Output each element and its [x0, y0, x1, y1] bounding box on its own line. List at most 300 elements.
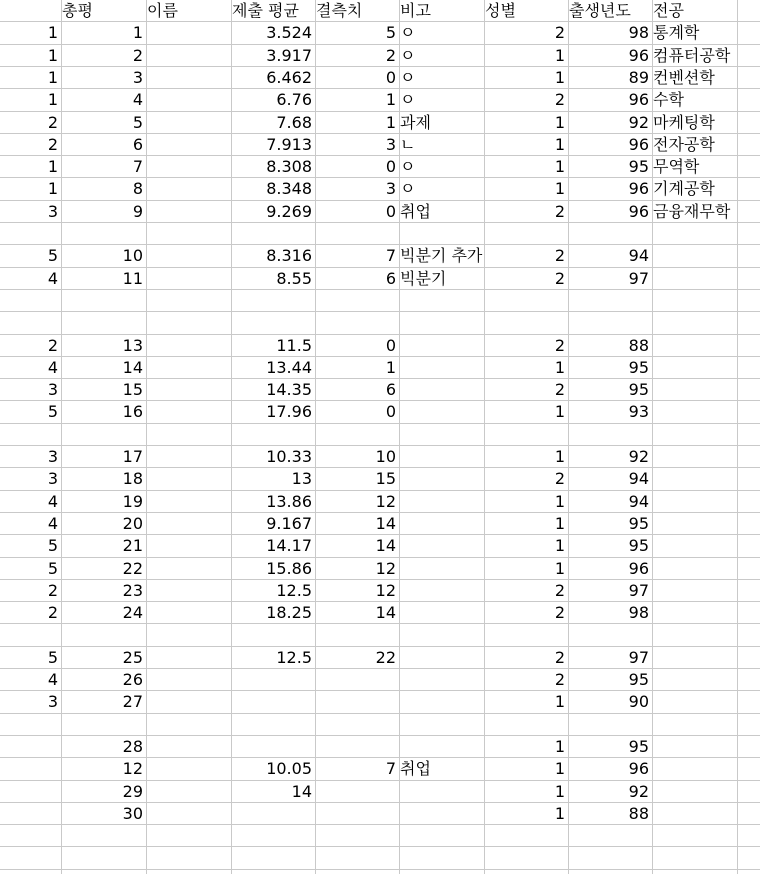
cell-col-note[interactable] — [399, 714, 484, 736]
cell-col-total[interactable]: 19 — [122, 491, 143, 511]
cell-col-major[interactable] — [652, 446, 737, 468]
cell-col-gender[interactable]: 2 — [554, 201, 565, 221]
cell-col-missing[interactable]: 2 — [385, 45, 396, 65]
cell-col-note[interactable] — [399, 357, 484, 379]
cell-col-total[interactable]: 27 — [122, 692, 143, 712]
cell-col-a[interactable]: 1 — [47, 179, 58, 199]
cell-col-birth-year[interactable]: 98 — [628, 603, 649, 623]
cell-col-a[interactable]: 3 — [47, 380, 58, 400]
cell-col-a[interactable]: 5 — [47, 647, 58, 667]
cell-col-gender[interactable] — [484, 223, 568, 245]
cell-col-a[interactable]: 5 — [47, 402, 58, 422]
cell-col-gender[interactable]: 1 — [554, 357, 565, 377]
cell-col-gender[interactable]: 1 — [554, 781, 565, 801]
cell-col-submit-avg[interactable]: 7.68 — [276, 112, 312, 132]
cell-col-gender[interactable]: 2 — [554, 603, 565, 623]
cell-col-gender[interactable]: 2 — [554, 469, 565, 489]
cell-col-submit-avg[interactable] — [231, 736, 315, 758]
cell-col-note[interactable] — [399, 736, 484, 758]
cell-col-gender[interactable] — [484, 290, 568, 312]
cell-col-total[interactable]: 24 — [122, 603, 143, 623]
cell-col-missing[interactable] — [315, 669, 399, 691]
cell-col-major[interactable]: 무역학 — [653, 157, 700, 177]
cell-col-total[interactable]: 20 — [122, 513, 143, 533]
cell-col-note[interactable] — [399, 379, 484, 401]
cell-col-major[interactable] — [652, 602, 737, 624]
cell-col-major[interactable] — [652, 758, 737, 780]
cell-col-birth-year[interactable]: 94 — [628, 469, 649, 489]
cell-col-missing[interactable]: 0 — [385, 157, 396, 177]
cell-col-a[interactable]: 3 — [47, 469, 58, 489]
cell-col-a[interactable]: 4 — [47, 670, 58, 689]
cell-col-major[interactable]: 컨벤션학 — [653, 67, 715, 87]
cell-col-gender[interactable]: 1 — [554, 45, 565, 65]
cell-col-name[interactable] — [146, 379, 231, 401]
cell-col-missing[interactable]: 1 — [385, 112, 396, 132]
cell-col-name[interactable] — [146, 825, 231, 847]
cell-col-note[interactable]: ㅇ — [400, 67, 416, 87]
cell-col-name[interactable] — [146, 513, 231, 535]
cell-col-submit-avg[interactable]: 8.316 — [266, 246, 312, 266]
cell-col-missing[interactable]: 14 — [375, 536, 396, 556]
cell-col-gender[interactable]: 2 — [554, 246, 565, 266]
cell-col-total[interactable]: 30 — [122, 803, 143, 823]
cell-col-missing[interactable] — [315, 714, 399, 736]
cell-col-submit-avg[interactable]: 11.5 — [276, 335, 312, 355]
cell-col-name[interactable] — [146, 156, 231, 178]
cell-col-birth-year[interactable]: 88 — [628, 335, 649, 355]
header-col-submit-avg[interactable]: 제출 평균 — [232, 1, 299, 20]
cell-col-name[interactable] — [146, 290, 231, 312]
cell-col-name[interactable] — [146, 468, 231, 490]
cell-col-note[interactable] — [399, 647, 484, 669]
cell-col-note[interactable] — [399, 223, 484, 245]
cell-col-major[interactable] — [652, 714, 737, 736]
cell-col-a[interactable]: 4 — [47, 491, 58, 511]
cell-col-total[interactable]: 26 — [122, 670, 143, 689]
cell-col-major[interactable] — [652, 468, 737, 490]
cell-col-name[interactable] — [146, 245, 231, 267]
cell-col-gender[interactable]: 1 — [554, 803, 565, 823]
cell-col-a[interactable] — [0, 803, 61, 825]
cell-col-missing[interactable] — [315, 691, 399, 713]
cell-col-birth-year[interactable]: 88 — [628, 803, 649, 823]
cell-col-birth-year[interactable]: 98 — [628, 23, 649, 43]
cell-col-a[interactable]: 2 — [47, 134, 58, 154]
cell-col-major[interactable] — [652, 803, 737, 825]
cell-col-birth-year[interactable]: 93 — [628, 402, 649, 422]
cell-col-note[interactable] — [399, 558, 484, 580]
cell-col-name[interactable] — [146, 67, 231, 89]
cell-col-note[interactable]: ㅇ — [400, 157, 416, 177]
cell-col-note[interactable]: 취업 — [400, 201, 431, 221]
cell-col-a[interactable] — [0, 714, 61, 736]
cell-col-missing[interactable] — [315, 290, 399, 312]
cell-col-major[interactable] — [652, 513, 737, 535]
cell-col-submit-avg[interactable] — [231, 669, 315, 691]
cell-col-missing[interactable]: 14 — [375, 513, 396, 533]
cell-col-birth-year[interactable] — [568, 424, 652, 446]
cell-col-note[interactable]: ㅇ — [400, 179, 416, 199]
cell-col-birth-year[interactable]: 92 — [628, 447, 649, 466]
cell-col-name[interactable] — [146, 558, 231, 580]
cell-col-name[interactable] — [146, 134, 231, 156]
cell-col-note[interactable] — [399, 513, 484, 535]
cell-col-birth-year[interactable]: 96 — [628, 558, 649, 578]
cell-col-gender[interactable] — [484, 847, 568, 869]
cell-col-total[interactable] — [61, 847, 146, 869]
cell-col-total[interactable] — [61, 424, 146, 446]
cell-col-note[interactable] — [399, 825, 484, 847]
cell-col-gender[interactable]: 1 — [554, 134, 565, 154]
cell-col-birth-year[interactable] — [568, 312, 652, 334]
cell-col-major[interactable] — [652, 491, 737, 513]
cell-col-submit-avg[interactable]: 8.55 — [276, 268, 312, 288]
cell-col-major[interactable] — [652, 268, 737, 290]
cell-col-major[interactable]: 수학 — [653, 90, 684, 110]
cell-col-submit-avg[interactable] — [231, 223, 315, 245]
cell-col-name[interactable] — [146, 647, 231, 669]
cell-col-gender[interactable]: 1 — [554, 67, 565, 87]
cell-col-name[interactable] — [146, 736, 231, 758]
cell-col-a[interactable] — [0, 736, 61, 758]
cell-col-missing[interactable]: 5 — [385, 23, 396, 43]
cell-col-missing[interactable]: 0 — [385, 201, 396, 221]
cell-col-missing[interactable]: 15 — [375, 469, 396, 489]
cell-col-note[interactable] — [399, 424, 484, 446]
cell-col-note[interactable] — [399, 290, 484, 312]
cell-col-missing[interactable] — [315, 312, 399, 334]
cell-col-major[interactable] — [652, 424, 737, 446]
cell-col-gender[interactable]: 1 — [554, 692, 565, 712]
cell-col-birth-year[interactable]: 96 — [628, 90, 649, 110]
cell-col-submit-avg[interactable]: 13 — [291, 469, 312, 489]
cell-col-submit-avg[interactable]: 15.86 — [266, 558, 312, 578]
cell-col-major[interactable]: 금융재무학 — [653, 201, 731, 221]
cell-col-birth-year[interactable]: 94 — [628, 246, 649, 266]
cell-col-major[interactable] — [652, 357, 737, 379]
cell-col-submit-avg[interactable]: 12.5 — [276, 647, 312, 667]
cell-col-submit-avg[interactable]: 18.25 — [266, 603, 312, 623]
cell-col-note[interactable]: 취업 — [400, 759, 431, 779]
cell-col-name[interactable] — [146, 45, 231, 67]
cell-col-name[interactable] — [146, 781, 231, 803]
cell-col-submit-avg[interactable]: 12.5 — [276, 580, 312, 600]
cell-col-major[interactable]: 마케팅학 — [653, 112, 715, 132]
cell-col-total[interactable] — [61, 825, 146, 847]
cell-col-birth-year[interactable]: 97 — [628, 647, 649, 667]
cell-col-name[interactable] — [146, 535, 231, 557]
cell-col-a[interactable]: 1 — [47, 157, 58, 177]
cell-col-a[interactable]: 3 — [47, 692, 58, 712]
cell-col-a[interactable]: 4 — [47, 268, 58, 288]
cell-col-a[interactable]: 5 — [47, 536, 58, 556]
cell-col-total[interactable]: 16 — [122, 402, 143, 422]
cell-col-birth-year[interactable]: 89 — [628, 67, 649, 87]
cell-col-name[interactable] — [146, 178, 231, 200]
cell-col-gender[interactable]: 2 — [554, 268, 565, 288]
cell-col-missing[interactable]: 7 — [385, 246, 396, 266]
header-col-missing[interactable]: 결측치 — [316, 1, 363, 20]
cell-col-birth-year[interactable]: 94 — [628, 491, 649, 511]
cell-col-major[interactable] — [652, 312, 737, 334]
cell-col-gender[interactable]: 2 — [554, 335, 565, 355]
cell-col-submit-avg[interactable]: 3.917 — [266, 45, 312, 65]
cell-col-total[interactable]: 25 — [122, 647, 143, 667]
cell-col-birth-year[interactable] — [568, 624, 652, 646]
cell-col-gender[interactable] — [484, 714, 568, 736]
cell-col-note[interactable] — [399, 580, 484, 602]
cell-col-note[interactable]: 과제 — [400, 112, 431, 132]
cell-col-submit-avg[interactable]: 14.35 — [266, 380, 312, 400]
cell-col-total[interactable]: 3 — [132, 67, 143, 87]
cell-col-submit-avg[interactable]: 13.44 — [266, 357, 312, 377]
cell-col-a[interactable]: 1 — [47, 90, 58, 110]
cell-col-a[interactable] — [0, 312, 61, 334]
cell-col-missing[interactable]: 12 — [375, 558, 396, 578]
cell-col-major[interactable] — [652, 223, 737, 245]
cell-col-birth-year[interactable]: 92 — [628, 781, 649, 801]
header-col-birth-year[interactable]: 출생년도 — [569, 1, 631, 20]
cell-col-missing[interactable]: 6 — [385, 268, 396, 288]
cell-col-major[interactable] — [652, 379, 737, 401]
cell-col-total[interactable]: 17 — [122, 447, 143, 466]
cell-col-total[interactable]: 6 — [132, 134, 143, 154]
cell-col-missing[interactable]: 0 — [385, 67, 396, 87]
cell-col-name[interactable] — [146, 89, 231, 111]
cell-col-a[interactable]: 2 — [47, 112, 58, 132]
cell-col-birth-year[interactable] — [568, 223, 652, 245]
cell-col-note[interactable] — [399, 401, 484, 423]
cell-col-a[interactable]: 4 — [47, 357, 58, 377]
cell-col-gender[interactable] — [484, 825, 568, 847]
cell-col-submit-avg[interactable] — [231, 847, 315, 869]
cell-col-name[interactable] — [146, 847, 231, 869]
cell-col-name[interactable] — [146, 424, 231, 446]
cell-col-name[interactable] — [146, 22, 231, 44]
cell-col-name[interactable] — [146, 580, 231, 602]
cell-col-missing[interactable]: 0 — [385, 335, 396, 355]
cell-col-missing[interactable] — [315, 223, 399, 245]
cell-col-a[interactable]: 2 — [47, 335, 58, 355]
header-col-a[interactable] — [0, 0, 61, 22]
cell-col-total[interactable]: 28 — [122, 736, 143, 756]
cell-col-birth-year[interactable]: 96 — [628, 134, 649, 154]
cell-col-gender[interactable]: 2 — [554, 580, 565, 600]
cell-col-major[interactable] — [652, 647, 737, 669]
cell-col-note[interactable] — [399, 491, 484, 513]
cell-col-note[interactable]: ㅇ — [400, 90, 416, 110]
cell-col-major[interactable] — [652, 624, 737, 646]
cell-col-missing[interactable]: 0 — [385, 402, 396, 422]
cell-col-a[interactable]: 2 — [47, 603, 58, 623]
cell-col-note[interactable]: 빅분기 추가 — [400, 246, 483, 266]
cell-col-note[interactable]: 빅분기 — [400, 268, 447, 288]
cell-col-missing[interactable] — [315, 803, 399, 825]
cell-col-total[interactable]: 5 — [132, 112, 143, 132]
header-col-note[interactable]: 비고 — [400, 1, 431, 20]
cell-col-birth-year[interactable] — [568, 290, 652, 312]
cell-col-major[interactable] — [652, 290, 737, 312]
cell-col-a[interactable] — [0, 758, 61, 780]
cell-col-submit-avg[interactable]: 6.76 — [276, 90, 312, 110]
cell-col-a[interactable] — [0, 424, 61, 446]
cell-col-missing[interactable]: 7 — [385, 759, 396, 779]
cell-col-birth-year[interactable]: 95 — [628, 357, 649, 377]
cell-col-gender[interactable]: 2 — [554, 670, 565, 689]
cell-col-total[interactable]: 15 — [122, 380, 143, 400]
cell-col-name[interactable] — [146, 803, 231, 825]
cell-col-submit-avg[interactable] — [231, 312, 315, 334]
cell-col-note[interactable] — [399, 847, 484, 869]
cell-col-missing[interactable] — [315, 424, 399, 446]
cell-col-birth-year[interactable] — [568, 714, 652, 736]
cell-col-birth-year[interactable]: 95 — [628, 736, 649, 756]
cell-col-gender[interactable]: 1 — [554, 759, 565, 779]
cell-col-missing[interactable]: 6 — [385, 380, 396, 400]
cell-col-note[interactable] — [399, 624, 484, 646]
cell-col-a[interactable]: 4 — [47, 513, 58, 533]
cell-col-note[interactable]: ㄴ — [400, 134, 416, 154]
header-col-gender[interactable]: 성별 — [485, 1, 516, 20]
cell-col-submit-avg[interactable] — [231, 714, 315, 736]
cell-col-missing[interactable]: 22 — [375, 647, 396, 667]
cell-col-total[interactable] — [61, 223, 146, 245]
cell-col-major[interactable] — [652, 335, 737, 357]
cell-col-total[interactable] — [61, 290, 146, 312]
cell-col-total[interactable] — [61, 714, 146, 736]
cell-col-submit-avg[interactable]: 14.17 — [266, 536, 312, 556]
cell-col-birth-year[interactable]: 96 — [628, 179, 649, 199]
cell-col-name[interactable] — [146, 624, 231, 646]
cell-col-major[interactable] — [652, 245, 737, 267]
cell-col-gender[interactable]: 1 — [554, 536, 565, 556]
cell-col-birth-year[interactable]: 97 — [628, 268, 649, 288]
cell-col-missing[interactable]: 3 — [385, 179, 396, 199]
cell-col-birth-year[interactable]: 95 — [628, 670, 649, 689]
header-col-name[interactable]: 이름 — [147, 1, 178, 20]
cell-col-major[interactable] — [652, 781, 737, 803]
cell-col-gender[interactable]: 2 — [554, 23, 565, 43]
cell-col-submit-avg[interactable]: 8.348 — [266, 179, 312, 199]
cell-col-name[interactable] — [146, 112, 231, 134]
cell-col-birth-year[interactable]: 95 — [628, 380, 649, 400]
cell-col-missing[interactable] — [315, 847, 399, 869]
cell-col-gender[interactable]: 1 — [554, 157, 565, 177]
cell-col-major[interactable] — [652, 535, 737, 557]
cell-col-submit-avg[interactable] — [231, 803, 315, 825]
cell-col-a[interactable] — [0, 781, 61, 803]
cell-col-birth-year[interactable]: 95 — [628, 513, 649, 533]
cell-col-birth-year[interactable] — [568, 825, 652, 847]
cell-col-name[interactable] — [146, 691, 231, 713]
cell-col-gender[interactable]: 2 — [554, 90, 565, 110]
cell-col-name[interactable] — [146, 669, 231, 691]
cell-col-total[interactable]: 11 — [122, 268, 143, 288]
cell-col-total[interactable]: 10 — [122, 246, 143, 266]
cell-col-major[interactable] — [652, 736, 737, 758]
cell-col-gender[interactable]: 1 — [554, 736, 565, 756]
cell-col-note[interactable] — [399, 602, 484, 624]
header-col-total[interactable]: 총평 — [62, 1, 93, 20]
cell-col-total[interactable] — [61, 312, 146, 334]
cell-col-submit-avg[interactable]: 10.05 — [266, 759, 312, 779]
cell-col-a[interactable]: 5 — [47, 246, 58, 266]
cell-col-major[interactable] — [652, 847, 737, 869]
cell-col-missing[interactable]: 12 — [375, 491, 396, 511]
cell-col-a[interactable]: 2 — [47, 580, 58, 600]
cell-col-a[interactable]: 5 — [47, 558, 58, 578]
cell-col-total[interactable]: 1 — [132, 23, 143, 43]
cell-col-gender[interactable] — [484, 624, 568, 646]
cell-col-total[interactable]: 29 — [122, 781, 143, 801]
cell-col-note[interactable]: ㅇ — [400, 23, 416, 43]
cell-col-birth-year[interactable]: 92 — [628, 112, 649, 132]
cell-col-birth-year[interactable] — [568, 847, 652, 869]
cell-col-note[interactable] — [399, 669, 484, 691]
cell-col-submit-avg[interactable]: 9.167 — [266, 513, 312, 533]
cell-col-submit-avg[interactable] — [231, 624, 315, 646]
cell-col-name[interactable] — [146, 491, 231, 513]
cell-col-total[interactable]: 18 — [122, 469, 143, 489]
cell-col-total[interactable]: 14 — [122, 357, 143, 377]
cell-col-birth-year[interactable]: 95 — [628, 536, 649, 556]
cell-col-missing[interactable]: 1 — [385, 357, 396, 377]
cell-col-gender[interactable]: 1 — [554, 112, 565, 132]
cell-col-missing[interactable]: 14 — [375, 603, 396, 623]
cell-col-birth-year[interactable]: 97 — [628, 580, 649, 600]
cell-col-submit-avg[interactable]: 10.33 — [266, 447, 312, 466]
cell-col-a[interactable]: 3 — [47, 447, 58, 466]
cell-col-total[interactable]: 21 — [122, 536, 143, 556]
cell-col-name[interactable] — [146, 602, 231, 624]
cell-col-submit-avg[interactable]: 14 — [291, 781, 312, 801]
cell-col-missing[interactable] — [315, 781, 399, 803]
cell-col-total[interactable]: 23 — [122, 580, 143, 600]
cell-col-major[interactable]: 전자공학 — [653, 134, 715, 154]
cell-col-total[interactable]: 9 — [132, 201, 143, 221]
cell-col-major[interactable]: 컴퓨터공학 — [653, 45, 731, 65]
cell-col-total[interactable]: 2 — [132, 45, 143, 65]
cell-col-note[interactable] — [399, 535, 484, 557]
cell-col-note[interactable] — [399, 803, 484, 825]
cell-col-total[interactable]: 8 — [132, 179, 143, 199]
cell-col-gender[interactable]: 2 — [554, 647, 565, 667]
cell-col-major[interactable] — [652, 691, 737, 713]
cell-col-name[interactable] — [146, 401, 231, 423]
cell-col-missing[interactable]: 1 — [385, 90, 396, 110]
cell-col-gender[interactable]: 1 — [554, 179, 565, 199]
cell-col-major[interactable] — [652, 669, 737, 691]
cell-col-total[interactable]: 22 — [122, 558, 143, 578]
cell-col-name[interactable] — [146, 312, 231, 334]
cell-col-gender[interactable] — [484, 312, 568, 334]
cell-col-a[interactable]: 3 — [47, 201, 58, 221]
cell-col-missing[interactable] — [315, 736, 399, 758]
cell-col-note[interactable] — [399, 312, 484, 334]
cell-col-submit-avg[interactable]: 17.96 — [266, 402, 312, 422]
cell-col-major[interactable] — [652, 401, 737, 423]
cell-col-a[interactable] — [0, 290, 61, 312]
cell-col-gender[interactable]: 1 — [554, 513, 565, 533]
cell-col-submit-avg[interactable]: 9.269 — [266, 201, 312, 221]
cell-col-major[interactable] — [652, 825, 737, 847]
cell-col-submit-avg[interactable]: 7.913 — [266, 134, 312, 154]
cell-col-gender[interactable]: 1 — [554, 558, 565, 578]
cell-col-total[interactable]: 12 — [122, 759, 143, 779]
cell-col-birth-year[interactable]: 95 — [628, 157, 649, 177]
cell-col-major[interactable] — [652, 580, 737, 602]
